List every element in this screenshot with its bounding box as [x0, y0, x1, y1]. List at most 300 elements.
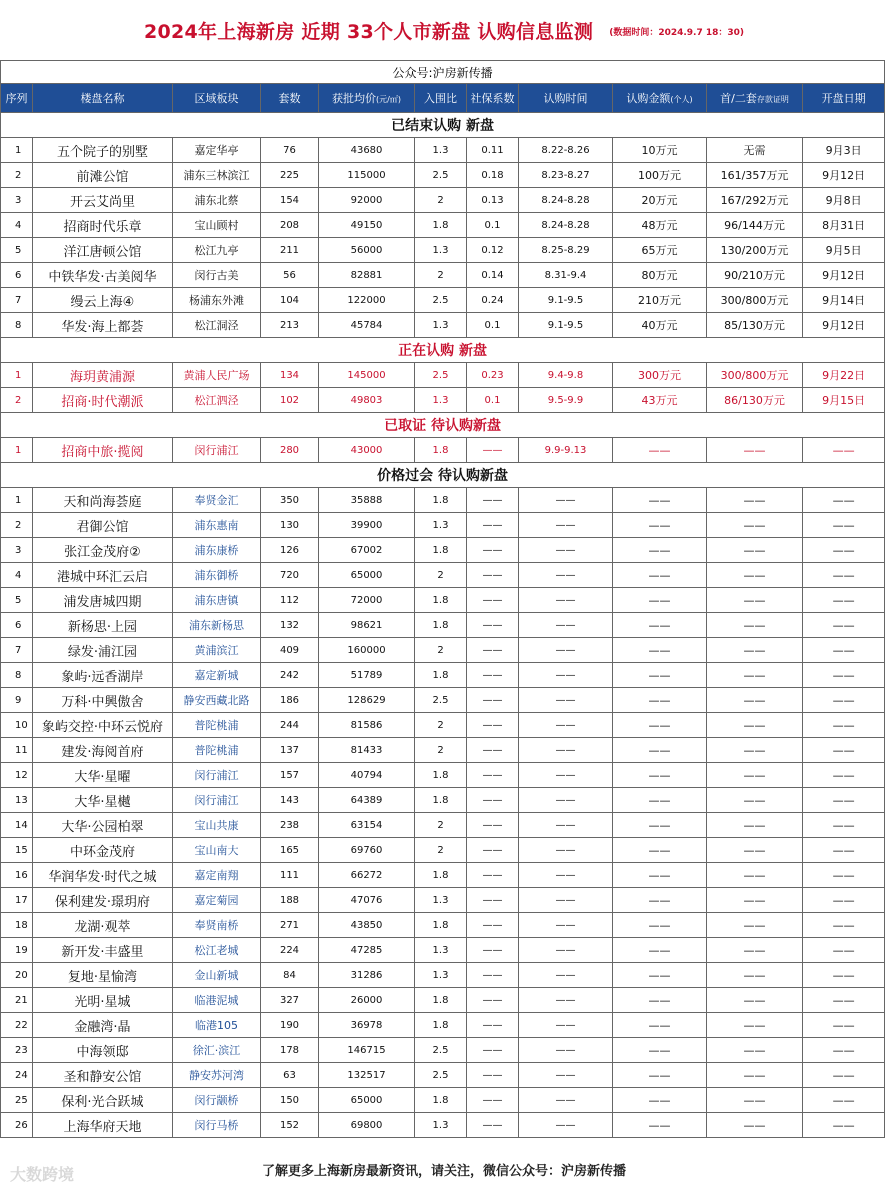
- table-cell: ——: [467, 1013, 519, 1038]
- table-cell: 56000: [319, 238, 415, 263]
- table-cell: 张江金茂府②: [33, 538, 173, 563]
- table-cell: 闵行浦江: [173, 788, 261, 813]
- table-cell: 绿发·浦江园: [33, 638, 173, 663]
- table-cell: ——: [613, 788, 707, 813]
- table-cell: ——: [613, 988, 707, 1013]
- table-cell: 43万元: [613, 388, 707, 413]
- table-cell: ——: [803, 438, 885, 463]
- table-cell: 普陀桃浦: [173, 738, 261, 763]
- table-cell: 157: [261, 763, 319, 788]
- table-cell: 104: [261, 288, 319, 313]
- table-cell: 9.5-9.9: [519, 388, 613, 413]
- table-row: [1, 213, 885, 238]
- table-cell: 9.1-9.5: [519, 313, 613, 338]
- table-cell: 17: [1, 888, 33, 913]
- table-cell: 11: [1, 738, 33, 763]
- table-cell: 8.23-8.27: [519, 163, 613, 188]
- table-cell: 6: [1, 613, 33, 638]
- column-header-label: 区域板块: [194, 92, 239, 105]
- table-row: [1, 1038, 885, 1063]
- table-cell: ——: [613, 963, 707, 988]
- table-cell: ——: [707, 538, 803, 563]
- table-cell: 9月12日: [803, 163, 885, 188]
- table-cell: ——: [467, 863, 519, 888]
- table-cell: 24: [1, 1063, 33, 1088]
- table-cell: 4: [1, 563, 33, 588]
- table-cell: 150: [261, 1088, 319, 1113]
- table-cell: 0.18: [467, 163, 519, 188]
- column-header-unit: 存款证明: [756, 95, 789, 104]
- table-cell: 浦东惠南: [173, 513, 261, 538]
- table-cell: 10: [1, 713, 33, 738]
- table-cell: ——: [803, 588, 885, 613]
- table-cell: 黄浦滨江: [173, 638, 261, 663]
- table-cell: ——: [707, 738, 803, 763]
- table-cell: 132: [261, 613, 319, 638]
- table-cell: 51789: [319, 663, 415, 688]
- table-cell: 1.8: [415, 1013, 467, 1038]
- table-cell: 2: [415, 838, 467, 863]
- section-header-row: [1, 113, 885, 138]
- table-cell: 闵行古美: [173, 263, 261, 288]
- table-cell: 闵行马桥: [173, 1113, 261, 1138]
- table-row: [1, 888, 885, 913]
- table-row: [1, 938, 885, 963]
- table-cell: 大华·星樾: [33, 788, 173, 813]
- table-row: [1, 813, 885, 838]
- table-cell: 1.8: [415, 438, 467, 463]
- table-cell: 81586: [319, 713, 415, 738]
- table-row: [1, 863, 885, 888]
- table-cell: 中铁华发·古美阅华: [33, 263, 173, 288]
- table-cell: 8.31-9.4: [519, 263, 613, 288]
- table-cell: 63154: [319, 813, 415, 838]
- table-cell: ——: [803, 813, 885, 838]
- table-cell: 720: [261, 563, 319, 588]
- table-cell: ——: [707, 1088, 803, 1113]
- table-cell: ——: [707, 613, 803, 638]
- table-cell: 7: [1, 638, 33, 663]
- table-cell: ——: [467, 963, 519, 988]
- table-cell: 65000: [319, 1088, 415, 1113]
- table-cell: 建发·海阅首府: [33, 738, 173, 763]
- table-cell: 大华·星曜: [33, 763, 173, 788]
- table-cell: 闵行浦江: [173, 763, 261, 788]
- table-cell: 8.24-8.28: [519, 213, 613, 238]
- table-cell: ——: [803, 913, 885, 938]
- table-cell: 圣和静安公馆: [33, 1063, 173, 1088]
- table-cell: 1.3: [415, 138, 467, 163]
- table-cell: 137: [261, 738, 319, 763]
- table-cell: 浦东御桥: [173, 563, 261, 588]
- table-cell: 20万元: [613, 188, 707, 213]
- table-cell: 五个院子的别墅: [33, 138, 173, 163]
- table-row: [1, 188, 885, 213]
- table-cell: ——: [467, 1088, 519, 1113]
- table-cell: 190: [261, 1013, 319, 1038]
- table-cell: ——: [803, 738, 885, 763]
- table-cell: ——: [707, 1113, 803, 1138]
- table-row: [1, 838, 885, 863]
- table-cell: 新开发·丰盛里: [33, 938, 173, 963]
- table-cell: 238: [261, 813, 319, 838]
- table-cell: ——: [613, 938, 707, 963]
- table-cell: 16: [1, 863, 33, 888]
- table-row: [1, 313, 885, 338]
- table-cell: 0.24: [467, 288, 519, 313]
- table-cell: 华润华发·时代之城: [33, 863, 173, 888]
- table-cell: ——: [613, 688, 707, 713]
- table-cell: 2: [1, 163, 33, 188]
- table-cell: ——: [613, 738, 707, 763]
- table-cell: 3: [1, 188, 33, 213]
- table-cell: 松江泗泾: [173, 388, 261, 413]
- section-title: 已取证 待认购新盘: [1, 413, 885, 438]
- table-row: [1, 663, 885, 688]
- table-cell: ——: [707, 563, 803, 588]
- table-cell: ——: [467, 588, 519, 613]
- table-cell: 1.8: [415, 1088, 467, 1113]
- table-cell: 102: [261, 388, 319, 413]
- table-cell: 8.24-8.28: [519, 188, 613, 213]
- table-cell: 48万元: [613, 213, 707, 238]
- table-cell: ——: [803, 613, 885, 638]
- table-cell: 1.3: [415, 1113, 467, 1138]
- section-header-row: [1, 338, 885, 363]
- table-cell: 9月12日: [803, 263, 885, 288]
- table-cell: ——: [519, 563, 613, 588]
- table-cell: ——: [613, 1038, 707, 1063]
- column-header: [1, 84, 33, 113]
- table-cell: ——: [467, 513, 519, 538]
- section-header-row: [1, 413, 885, 438]
- table-cell: 上海华府天地: [33, 1113, 173, 1138]
- table-cell: 2: [1, 513, 33, 538]
- table-cell: 2: [415, 188, 467, 213]
- table-cell: 26: [1, 1113, 33, 1138]
- table-cell: ——: [519, 538, 613, 563]
- table-cell: ——: [613, 438, 707, 463]
- table-cell: 嘉定菊园: [173, 888, 261, 913]
- table-cell: 2: [415, 638, 467, 663]
- table-cell: 浦东新杨思: [173, 613, 261, 638]
- table-cell: 象屿·远香湖岸: [33, 663, 173, 688]
- table-cell: 43850: [319, 913, 415, 938]
- table-cell: 130: [261, 513, 319, 538]
- table-cell: 无需: [707, 138, 803, 163]
- table-cell: ——: [707, 588, 803, 613]
- table-row: [1, 688, 885, 713]
- table-row: [1, 363, 885, 388]
- table-cell: ——: [467, 538, 519, 563]
- table-cell: 万科·中興傲舍: [33, 688, 173, 713]
- table-cell: 64389: [319, 788, 415, 813]
- table-cell: 92000: [319, 188, 415, 213]
- column-header-label: 认购金额: [626, 92, 671, 105]
- table-cell: 黄浦人民广场: [173, 363, 261, 388]
- table-cell: 宝山共康: [173, 813, 261, 838]
- table-cell: 2.5: [415, 288, 467, 313]
- column-header-label: 首/二套: [720, 92, 757, 105]
- table-cell: 嘉定华亭: [173, 138, 261, 163]
- column-header-label: 开盘日期: [821, 92, 866, 105]
- table-cell: ——: [519, 988, 613, 1013]
- table-cell: 80万元: [613, 263, 707, 288]
- column-header: [803, 84, 885, 113]
- table-cell: 6: [1, 263, 33, 288]
- table-cell: 178: [261, 1038, 319, 1063]
- table-cell: ——: [519, 888, 613, 913]
- table-cell: 1.8: [415, 763, 467, 788]
- table-cell: 9月22日: [803, 363, 885, 388]
- table-cell: ——: [519, 638, 613, 663]
- table-cell: 49150: [319, 213, 415, 238]
- table-cell: 招商中旅·揽阅: [33, 438, 173, 463]
- column-header: [319, 84, 415, 113]
- table-cell: ——: [707, 713, 803, 738]
- table-cell: 244: [261, 713, 319, 738]
- table-cell: ——: [519, 588, 613, 613]
- table-cell: 2.5: [415, 688, 467, 713]
- table-cell: ——: [803, 1113, 885, 1138]
- table-cell: ——: [613, 488, 707, 513]
- table-cell: 72000: [319, 588, 415, 613]
- table-cell: ——: [613, 1063, 707, 1088]
- table-cell: 98621: [319, 613, 415, 638]
- table-cell: 0.1: [467, 388, 519, 413]
- table-cell: 大华·公园柏翠: [33, 813, 173, 838]
- table-cell: 嘉定新城: [173, 663, 261, 688]
- table-cell: ——: [613, 513, 707, 538]
- table-cell: 1: [1, 138, 33, 163]
- table-cell: 5: [1, 238, 33, 263]
- table-cell: 188: [261, 888, 319, 913]
- table-cell: 2: [415, 813, 467, 838]
- table-cell: ——: [707, 813, 803, 838]
- table-row: [1, 1013, 885, 1038]
- table-cell: 213: [261, 313, 319, 338]
- column-header-label: 认购时间: [543, 92, 588, 105]
- table-cell: 0.14: [467, 263, 519, 288]
- table-cell: 21: [1, 988, 33, 1013]
- table-cell: 13: [1, 788, 33, 813]
- table-cell: ——: [707, 438, 803, 463]
- table-cell: ——: [707, 763, 803, 788]
- table-cell: 招商·时代潮派: [33, 388, 173, 413]
- table-cell: 63: [261, 1063, 319, 1088]
- table-cell: 象屿交控·中环云悦府: [33, 713, 173, 738]
- table-cell: 49803: [319, 388, 415, 413]
- table-cell: 浦发唐城四期: [33, 588, 173, 613]
- table-cell: 9.4-9.8: [519, 363, 613, 388]
- table-cell: 浦东唐镇: [173, 588, 261, 613]
- table-cell: 9.9-9.13: [519, 438, 613, 463]
- table-cell: 2.5: [415, 1038, 467, 1063]
- table-cell: ——: [467, 663, 519, 688]
- table-cell: 1: [1, 488, 33, 513]
- table-cell: 96/144万元: [707, 213, 803, 238]
- source-label: 公众号:沪房新传播: [1, 61, 885, 84]
- table-cell: ——: [707, 513, 803, 538]
- table-cell: ——: [519, 713, 613, 738]
- table-cell: ——: [519, 1113, 613, 1138]
- table-row: [1, 988, 885, 1013]
- table-cell: 9月14日: [803, 288, 885, 313]
- table-cell: ——: [467, 888, 519, 913]
- table-row: [1, 288, 885, 313]
- table-cell: ——: [803, 938, 885, 963]
- title-bar: [0, 0, 888, 60]
- table-cell: ——: [803, 638, 885, 663]
- table-cell: 8.25-8.29: [519, 238, 613, 263]
- table-cell: 2.5: [415, 1063, 467, 1088]
- table-cell: 1: [1, 363, 33, 388]
- table-cell: 光明·星城: [33, 988, 173, 1013]
- table-cell: 闵行颛桥: [173, 1088, 261, 1113]
- table-cell: 0.1: [467, 213, 519, 238]
- table-cell: 23: [1, 1038, 33, 1063]
- table-cell: 宝山顾村: [173, 213, 261, 238]
- table-cell: 9月12日: [803, 313, 885, 338]
- column-header: [519, 84, 613, 113]
- table-cell: 1.8: [415, 988, 467, 1013]
- table-cell: ——: [613, 838, 707, 863]
- table-cell: 40794: [319, 763, 415, 788]
- table-cell: ——: [519, 963, 613, 988]
- table-cell: ——: [467, 763, 519, 788]
- table-cell: 143: [261, 788, 319, 813]
- table-cell: ——: [803, 788, 885, 813]
- table-cell: 浦东三林滨江: [173, 163, 261, 188]
- table-cell: 静安苏河湾: [173, 1063, 261, 1088]
- table-row: [1, 588, 885, 613]
- table-cell: 华发·海上都荟: [33, 313, 173, 338]
- table-cell: 普陀桃浦: [173, 713, 261, 738]
- table-cell: 洋江唐顿公馆: [33, 238, 173, 263]
- table-cell: 金融湾·晶: [33, 1013, 173, 1038]
- table-cell: 临港105: [173, 1013, 261, 1038]
- table-row: [1, 238, 885, 263]
- table-cell: ——: [519, 913, 613, 938]
- table-cell: 280: [261, 438, 319, 463]
- table-cell: ——: [467, 713, 519, 738]
- table-cell: 66272: [319, 863, 415, 888]
- table-cell: ——: [613, 638, 707, 663]
- table-cell: 海玥黄浦源: [33, 363, 173, 388]
- table-cell: 1.3: [415, 888, 467, 913]
- section-title: 价格过会 待认购新盘: [1, 463, 885, 488]
- table-row: [1, 488, 885, 513]
- table-cell: ——: [519, 813, 613, 838]
- table-cell: 152: [261, 1113, 319, 1138]
- table-cell: ——: [803, 763, 885, 788]
- table-cell: 271: [261, 913, 319, 938]
- table-cell: 43680: [319, 138, 415, 163]
- table-cell: ——: [467, 913, 519, 938]
- table-cell: 225: [261, 163, 319, 188]
- table-cell: 39900: [319, 513, 415, 538]
- table-cell: 2.5: [415, 163, 467, 188]
- table-cell: 缦云上海④: [33, 288, 173, 313]
- table-row: [1, 538, 885, 563]
- table-cell: 1.8: [415, 663, 467, 688]
- table-cell: ——: [467, 688, 519, 713]
- table-row: [1, 788, 885, 813]
- table-cell: 8: [1, 663, 33, 688]
- table-cell: 224: [261, 938, 319, 963]
- table-cell: 天和尚海荟庭: [33, 488, 173, 513]
- table-cell: 67002: [319, 538, 415, 563]
- table-cell: ——: [803, 1063, 885, 1088]
- table-cell: 徐汇·滨江: [173, 1038, 261, 1063]
- table-cell: 350: [261, 488, 319, 513]
- table-cell: 210万元: [613, 288, 707, 313]
- table-row: [1, 388, 885, 413]
- table-cell: 242: [261, 663, 319, 688]
- table-cell: ——: [519, 763, 613, 788]
- table-cell: ——: [519, 663, 613, 688]
- table-row: [1, 1063, 885, 1088]
- column-header: [261, 84, 319, 113]
- table-row: [1, 913, 885, 938]
- table-cell: ——: [613, 1113, 707, 1138]
- table-cell: 47076: [319, 888, 415, 913]
- table-cell: ——: [519, 488, 613, 513]
- table-cell: 0.13: [467, 188, 519, 213]
- table-cell: ——: [707, 688, 803, 713]
- table-row: [1, 563, 885, 588]
- table-cell: ——: [707, 663, 803, 688]
- table-cell: ——: [803, 863, 885, 888]
- table-cell: 7: [1, 288, 33, 313]
- table-cell: 龙湖·观萃: [33, 913, 173, 938]
- table-cell: 君御公馆: [33, 513, 173, 538]
- table-cell: 20: [1, 963, 33, 988]
- table-cell: 160000: [319, 638, 415, 663]
- table-cell: 84: [261, 963, 319, 988]
- table-cell: 1.3: [415, 238, 467, 263]
- table-cell: 115000: [319, 163, 415, 188]
- table-cell: 松江九亭: [173, 238, 261, 263]
- table-cell: 18: [1, 913, 33, 938]
- watermark: 大数跨境: [10, 1165, 75, 1184]
- table-cell: 新杨思·上园: [33, 613, 173, 638]
- column-header: [707, 84, 803, 113]
- table-cell: 56: [261, 263, 319, 288]
- table-cell: 208: [261, 213, 319, 238]
- section-header-row: [1, 463, 885, 488]
- table-cell: ——: [519, 863, 613, 888]
- column-header-label: 楼盘名称: [80, 92, 125, 105]
- table-cell: ——: [613, 763, 707, 788]
- table-cell: 1.3: [415, 938, 467, 963]
- table-cell: ——: [467, 438, 519, 463]
- table-cell: 65万元: [613, 238, 707, 263]
- table-cell: 1.8: [415, 538, 467, 563]
- column-header-label: 序列: [5, 92, 28, 105]
- table-cell: ——: [613, 563, 707, 588]
- table-cell: 1: [1, 438, 33, 463]
- table-cell: ——: [803, 963, 885, 988]
- table-cell: 15: [1, 838, 33, 863]
- table-cell: 8.22-8.26: [519, 138, 613, 163]
- table-cell: 宝山南大: [173, 838, 261, 863]
- table-row: [1, 263, 885, 288]
- table-cell: 25: [1, 1088, 33, 1113]
- table-cell: 154: [261, 188, 319, 213]
- table-cell: ——: [803, 663, 885, 688]
- table-cell: ——: [519, 613, 613, 638]
